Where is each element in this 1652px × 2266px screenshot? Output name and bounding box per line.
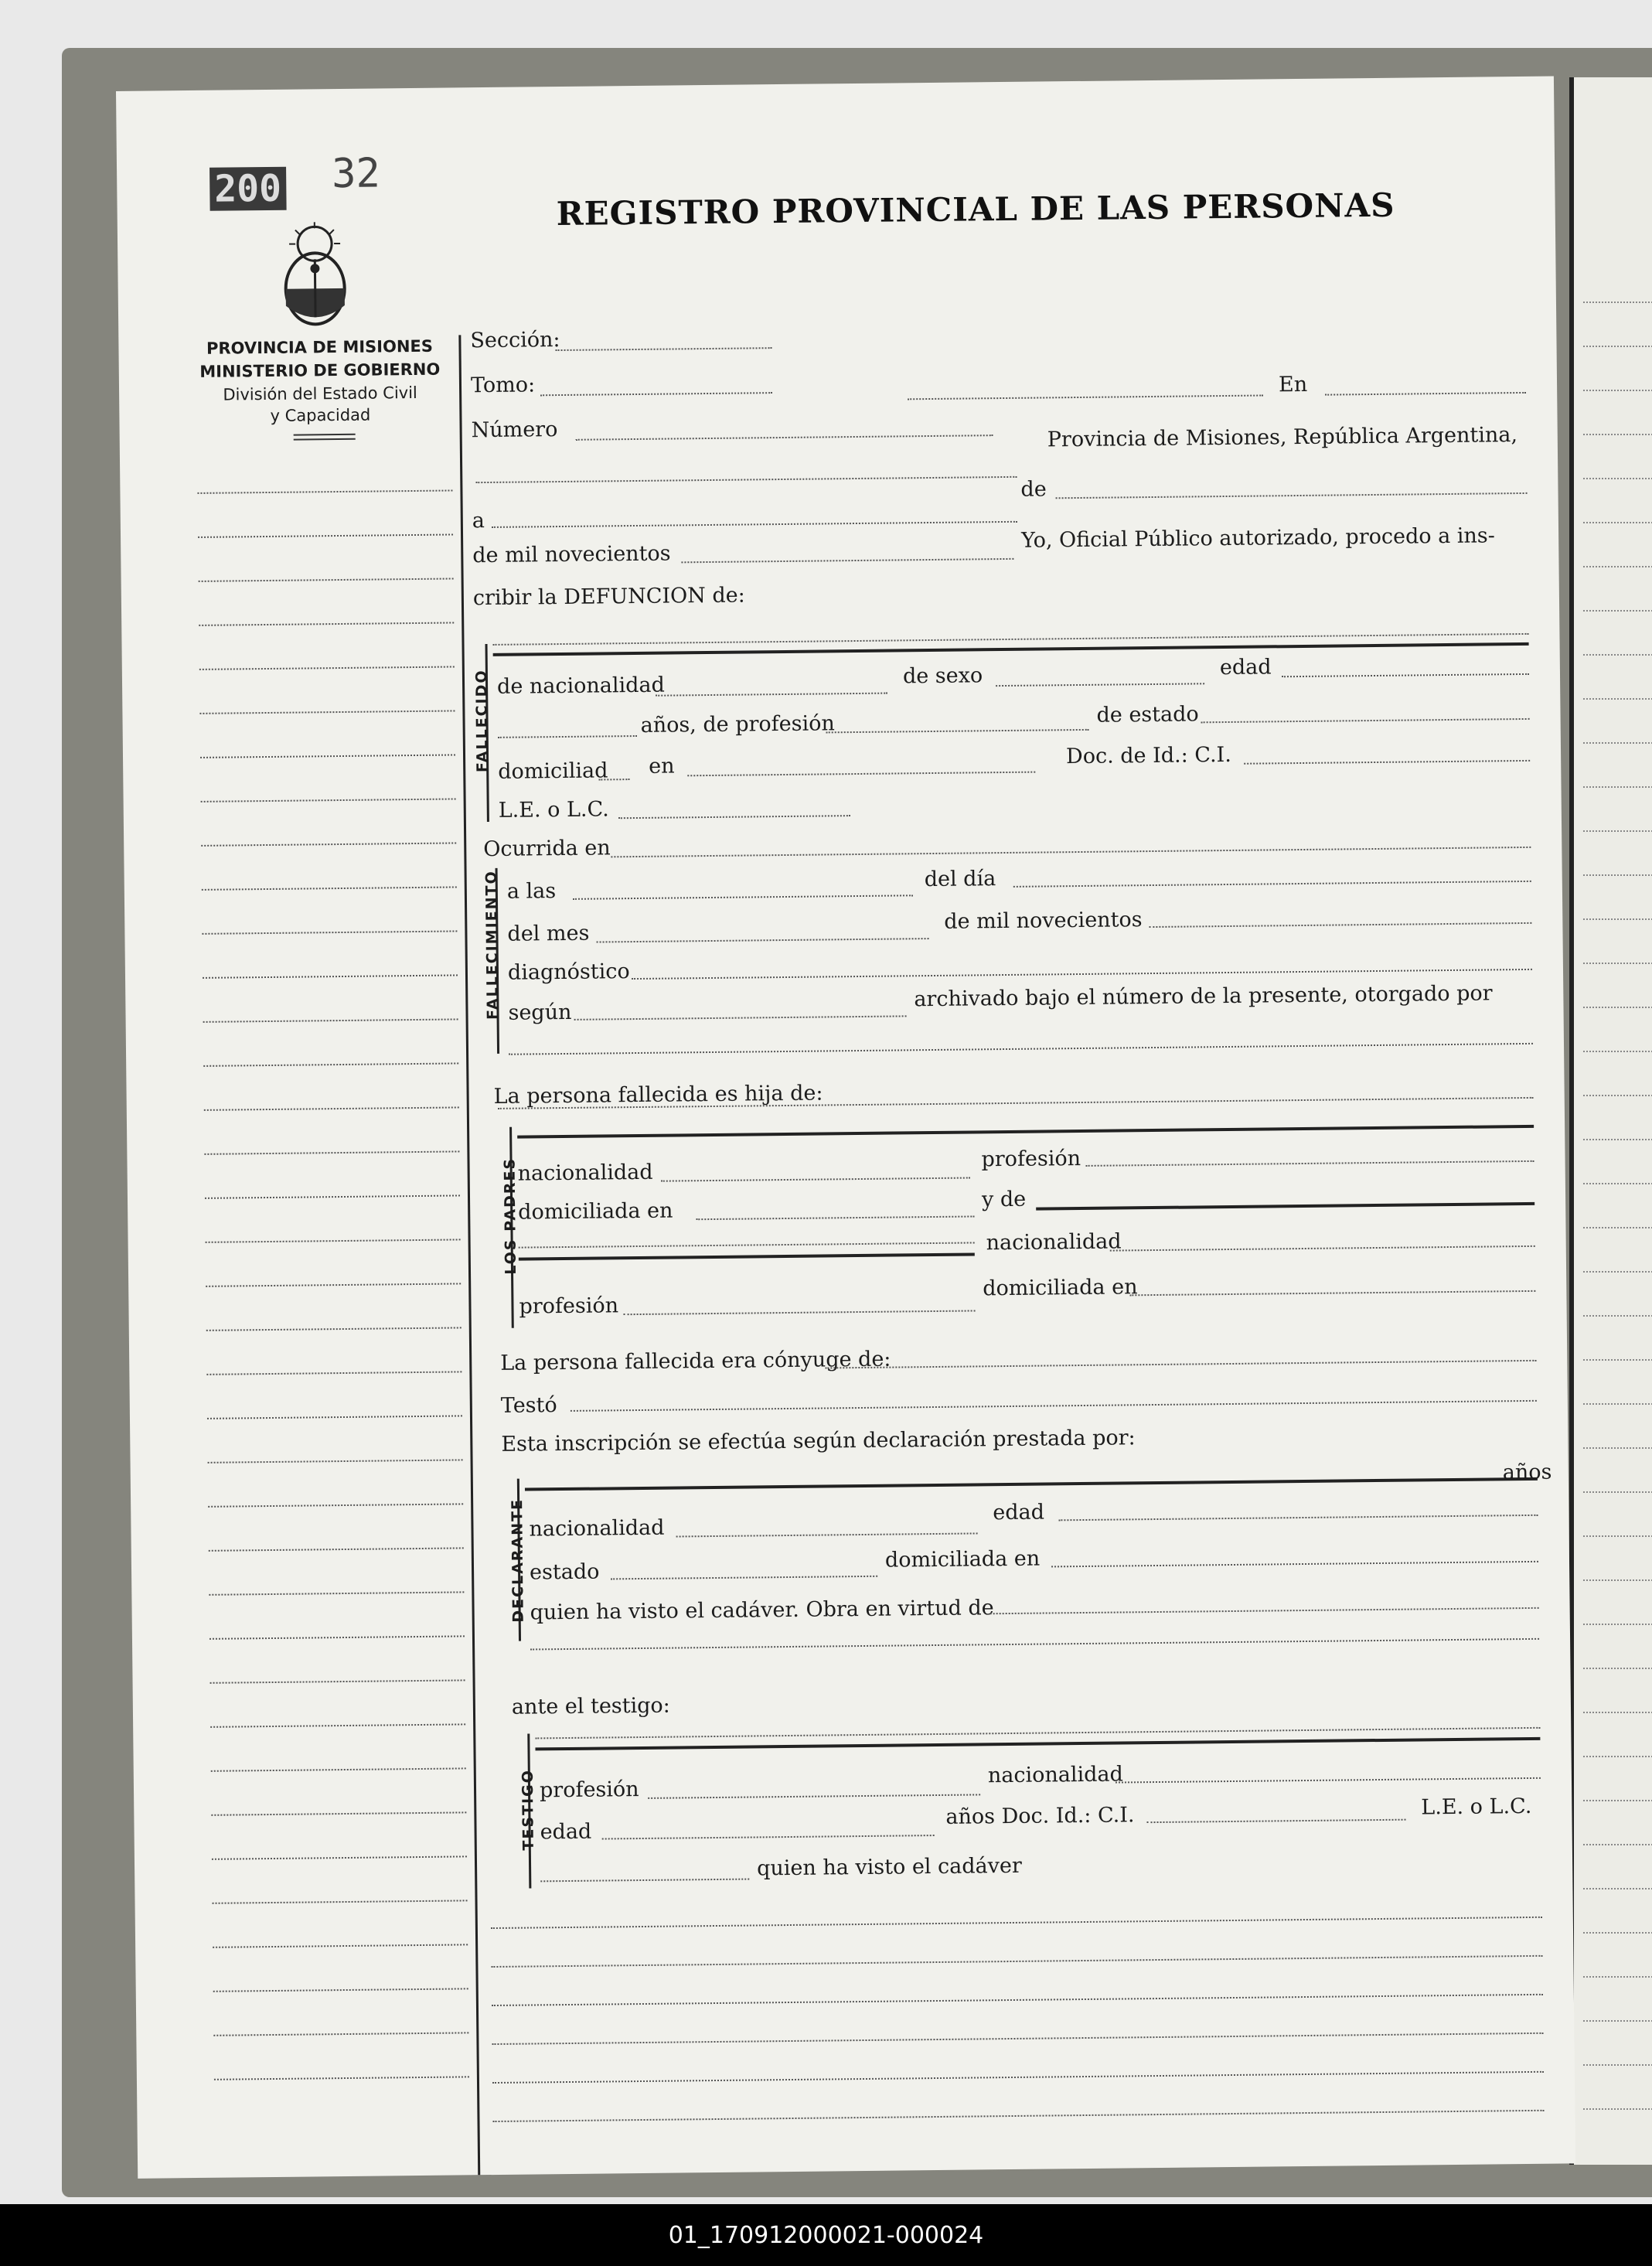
next-page-line <box>1583 654 1652 656</box>
declarante-side-label: DECLARANTE <box>509 1498 527 1623</box>
y-de-label: y de <box>981 1187 1027 1212</box>
margin-line <box>201 842 456 846</box>
margin-line <box>206 1327 462 1331</box>
page-title: REGISTRO PROVINCIAL DE LAS PERSONAS <box>556 186 1395 233</box>
margin-line <box>208 1459 463 1463</box>
padres-mid-rule <box>519 1252 975 1260</box>
margin-line <box>203 1062 458 1066</box>
del-mes-label: del mes <box>507 921 590 946</box>
notes-line[interactable] <box>491 1955 1542 1968</box>
testigo-nacionalidad-field[interactable] <box>1116 1777 1541 1784</box>
cribir-label: cribir la DEFUNCION de: <box>472 583 745 611</box>
next-page-line <box>1583 963 1652 964</box>
numero-label: Número <box>471 417 558 443</box>
next-page-line <box>1583 1315 1652 1317</box>
fallecido-nacionalidad-label: de nacionalidad <box>496 673 666 699</box>
next-page-line <box>1583 1932 1652 1934</box>
yo-label: Yo, Oficial Público autorizado, procedo a ins- <box>1020 523 1495 553</box>
fallecido-domiciliad-label: domiciliad <box>498 758 608 784</box>
next-page-line <box>1583 1668 1652 1669</box>
tomo-field[interactable] <box>540 392 772 396</box>
testigo-profesion-label: profesión <box>539 1777 639 1803</box>
segun-label: según <box>508 1000 572 1025</box>
next-page-line <box>1583 1403 1652 1405</box>
margin-line <box>205 1194 460 1198</box>
next-page-line <box>1583 1756 1652 1757</box>
fallecido-nacionalidad-field[interactable] <box>656 693 887 697</box>
next-page-line <box>1583 1227 1652 1228</box>
declarante-anos-label: años <box>1502 1460 1552 1485</box>
next-page-line <box>1583 1271 1652 1273</box>
madre-name-rule <box>1036 1202 1534 1211</box>
padre-profesion-field[interactable] <box>1086 1160 1534 1167</box>
declarante-domiciliada-field[interactable] <box>1051 1561 1538 1568</box>
next-page-line <box>1583 1007 1652 1008</box>
margin-line <box>206 1283 461 1286</box>
fallecido-en-label: en <box>649 754 675 779</box>
next-page-edge <box>1569 77 1652 2165</box>
testigo-ci-field[interactable] <box>1147 1819 1406 1824</box>
en-label: En <box>1278 372 1308 397</box>
location-field[interactable] <box>475 476 1017 483</box>
margin-line <box>211 1811 466 1815</box>
margin-line <box>209 1635 465 1639</box>
next-page-line <box>1583 1139 1652 1140</box>
margin-line <box>213 2032 468 2036</box>
testigo-anios-doc-label: años Doc. Id.: C.I. <box>945 1803 1135 1829</box>
margin-line <box>199 710 455 714</box>
next-page-line <box>1583 1359 1652 1361</box>
next-page-line <box>1583 346 1652 347</box>
padre-domiciliada-label: domiciliada en <box>518 1198 673 1225</box>
next-page-line <box>1583 478 1652 479</box>
next-page-line <box>1583 918 1652 920</box>
next-page-line <box>1583 2064 1652 2066</box>
a-label: a <box>472 509 485 533</box>
padre-name-rule <box>517 1125 1534 1139</box>
testigo-intro: ante el testigo: <box>511 1693 670 1719</box>
del-dia-label: del día <box>924 867 996 892</box>
inscripcion-label: Esta inscripción se efectúa según declaración prestada por: <box>501 1426 1136 1457</box>
margin-line <box>203 974 458 978</box>
next-page-line <box>1583 786 1652 788</box>
notes-line[interactable] <box>493 2110 1545 2122</box>
madre-profesion-field[interactable] <box>624 1310 976 1315</box>
fallecido-le-field[interactable] <box>618 815 850 819</box>
madre-profesion-label: profesión <box>519 1293 619 1319</box>
ministry-line-4: y Capacidad <box>270 405 371 425</box>
margin-line <box>197 489 452 493</box>
next-page-line <box>1583 1712 1652 1713</box>
madre-nacionalidad-field[interactable] <box>1110 1245 1535 1252</box>
margin-line <box>207 1415 462 1419</box>
year-field[interactable] <box>681 558 1013 564</box>
testigo-nacionalidad-label: nacionalidad <box>987 1762 1123 1788</box>
testigo-le-label: L.E. o L.C. <box>1421 1794 1532 1820</box>
numero-field[interactable] <box>576 434 993 441</box>
declarante-estado-label: estado <box>529 1559 600 1585</box>
notes-line[interactable] <box>492 2033 1543 2045</box>
en-field[interactable] <box>1325 392 1526 396</box>
fallecido-en-field[interactable] <box>687 772 1035 777</box>
declarante-obra-field[interactable] <box>990 1607 1539 1614</box>
padre-nacionalidad-label: nacionalidad <box>517 1160 653 1186</box>
ministry-line-3: División del Estado Civil <box>223 383 417 404</box>
tomo-label: Tomo: <box>470 373 536 398</box>
mil-label: de mil novecientos <box>472 541 671 568</box>
notes-line[interactable] <box>492 2071 1544 2084</box>
declarante-estado-field[interactable] <box>611 1576 877 1580</box>
fallecido-le-label: L.E. o L.C. <box>498 797 609 823</box>
fallecido-ci-field[interactable] <box>1244 760 1530 765</box>
diagnostico-field[interactable] <box>632 969 1532 980</box>
next-page-line <box>1583 1051 1652 1052</box>
margin-line <box>211 1767 466 1771</box>
testigo-name-field[interactable] <box>535 1727 1540 1740</box>
declarante-name-rule <box>525 1477 1538 1491</box>
margin-line <box>199 622 454 625</box>
margin-line <box>203 1018 458 1022</box>
ministry-line-2: MINISTERIO DE GOBIERNO <box>199 359 441 381</box>
fallecido-edad-field[interactable] <box>1282 673 1529 677</box>
fallecimiento-mil-label: de mil novecientos <box>944 908 1143 934</box>
margin-line <box>199 666 455 670</box>
testigo-profesion-field[interactable] <box>648 1794 980 1799</box>
declarante-domiciliada-label: domiciliada en <box>884 1546 1041 1573</box>
margin-line <box>201 798 456 802</box>
de-label: de <box>1020 477 1047 502</box>
fallecido-edad-label: edad <box>1219 655 1272 680</box>
date-field[interactable] <box>908 394 1263 400</box>
fallecido-top-rule <box>493 642 1529 656</box>
next-page-line <box>1583 1976 1652 1978</box>
padres-intro: La persona fallecida es hija de: <box>493 1081 823 1109</box>
next-page-line <box>1583 1800 1652 1801</box>
seccion-field[interactable] <box>556 347 772 351</box>
next-page-line <box>1583 522 1652 523</box>
margin-line <box>200 754 455 758</box>
next-page-line <box>1583 830 1652 832</box>
fallecido-doc-label: Doc. de Id.: C.I. <box>1065 742 1232 769</box>
coat-of-arms-icon <box>272 220 358 329</box>
declarante-extra-field[interactable] <box>530 1638 1539 1651</box>
archivado-label: archivado bajo el número de la presente, otorgado por <box>914 981 1493 1012</box>
madre-domiciliada-label: domiciliada en <box>983 1275 1138 1301</box>
del-dia-field[interactable] <box>1013 881 1531 888</box>
margin-line <box>198 533 453 537</box>
fallecimiento-year-field[interactable] <box>1149 922 1531 928</box>
margin-line <box>209 1547 464 1551</box>
fallecido-profesion-field[interactable] <box>826 729 1089 734</box>
padre-extra-field[interactable] <box>519 1242 975 1248</box>
next-page-line <box>1583 2020 1652 2022</box>
margin-line <box>204 1150 459 1154</box>
margin-line <box>210 1723 465 1727</box>
testigo-side-label: TESTIGO <box>519 1769 537 1851</box>
a-las-label: a las <box>506 879 557 904</box>
segun-field[interactable] <box>574 1015 907 1021</box>
testigo-edad-label: edad <box>540 1819 592 1845</box>
margin-line <box>213 1944 468 1947</box>
fallecido-anios-label: años, de profesión <box>640 711 835 738</box>
ministry-underline-2 <box>294 438 356 441</box>
fallecido-sexo-field[interactable] <box>996 683 1204 687</box>
next-page-line <box>1583 1888 1652 1889</box>
next-page-line <box>1583 434 1652 435</box>
padre-profesion-label: profesión <box>981 1147 1081 1172</box>
fallecido-side-label: FALLECIDO <box>472 669 492 773</box>
notes-line[interactable] <box>492 1994 1543 2006</box>
fallecido-anios-field[interactable] <box>498 735 637 738</box>
fallecido-sexo-label: de sexo <box>902 663 983 689</box>
testigo-extra-field[interactable] <box>540 1879 749 1883</box>
next-page-line <box>1583 1491 1652 1493</box>
next-page-line <box>1583 1535 1652 1537</box>
ocurrida-label: Ocurrida en <box>483 836 611 862</box>
next-page-line <box>1583 610 1652 612</box>
del-mes-field[interactable] <box>597 938 929 943</box>
diagnostico-label: diagnóstico <box>507 959 630 985</box>
folio-number: 32 <box>331 150 381 198</box>
next-page-line <box>1583 2108 1652 2110</box>
stamp-number: 200 <box>209 167 286 211</box>
padre-domiciliada-field[interactable] <box>696 1215 974 1220</box>
death-certificate-page <box>116 77 1575 2179</box>
margin-line <box>213 1988 468 1992</box>
next-page-line <box>1583 1447 1652 1449</box>
fallecido-estado-field[interactable] <box>1201 718 1530 723</box>
notes-line[interactable] <box>491 1917 1542 1929</box>
next-page-line <box>1583 390 1652 391</box>
testo-label: Testó <box>500 1393 557 1418</box>
fallecido-domiciliad-suffix[interactable] <box>598 779 629 780</box>
conyuge-field[interactable] <box>825 1360 1536 1369</box>
margin-line <box>213 1900 468 1903</box>
testo-field[interactable] <box>571 1400 1537 1412</box>
next-page-line <box>1583 874 1652 876</box>
archivado-field[interactable] <box>509 1043 1533 1055</box>
next-page-line <box>1583 302 1652 303</box>
seccion-label: Sección: <box>470 328 560 353</box>
next-page-line <box>1583 1579 1652 1581</box>
margin-line <box>204 1106 459 1110</box>
ocurrida-field[interactable] <box>611 847 1531 857</box>
declarante-quien-label: quien ha visto el cadáver. Obra en virtud de <box>530 1596 994 1625</box>
next-page-line <box>1583 698 1652 700</box>
margin-line <box>202 886 457 890</box>
margin-line <box>208 1503 463 1507</box>
next-page-line <box>1583 566 1652 567</box>
fallecimiento-side-label: FALLECIMIENTO <box>482 870 502 1021</box>
padres-side-label: LOS PADRES <box>501 1157 520 1275</box>
fallecido-estado-label: de estado <box>1096 702 1199 728</box>
conyuge-label: La persona fallecida era cónyuge de: <box>500 1347 891 1375</box>
declarante-nacionalidad-field[interactable] <box>676 1532 978 1537</box>
ministry-underline <box>294 434 356 436</box>
main-vertical-rule <box>458 335 480 2175</box>
testigo-name-rule <box>535 1737 1540 1751</box>
next-page-line <box>1583 1183 1652 1184</box>
margin-line <box>209 1591 464 1595</box>
testigo-quien-label: quien ha visto el cadáver <box>756 1853 1022 1881</box>
margin-line <box>214 2076 469 2080</box>
madre-domiciliada-field[interactable] <box>1129 1290 1535 1296</box>
declarante-nacionalidad-label: nacionalidad <box>529 1515 665 1542</box>
madre-nacionalidad-label: nacionalidad <box>986 1229 1122 1256</box>
a-las-field[interactable] <box>573 894 913 900</box>
margin-line <box>206 1239 461 1242</box>
padre-nacionalidad-field[interactable] <box>661 1177 970 1182</box>
margin-line <box>206 1371 462 1375</box>
next-page-line <box>1583 1844 1652 1845</box>
de-field[interactable] <box>1056 492 1528 499</box>
margin-line <box>210 1679 465 1683</box>
next-page-line <box>1583 742 1652 744</box>
declarante-edad-field[interactable] <box>1058 1515 1538 1521</box>
next-page-line <box>1583 1095 1652 1096</box>
testigo-edad-field[interactable] <box>602 1835 935 1840</box>
margin-line <box>199 578 454 581</box>
margin-line <box>212 1855 467 1859</box>
next-page-line <box>1583 1624 1652 1625</box>
a-field[interactable] <box>492 521 1017 528</box>
margin-line <box>202 930 457 934</box>
footer-id: 01_170912000021-000024 <box>0 2204 1652 2266</box>
provincia-label: Provincia de Misiones, República Argentina, <box>1047 423 1518 452</box>
declarante-edad-label: edad <box>993 1500 1045 1525</box>
ministry-line-1: PROVINCIA DE MISIONES <box>206 336 434 358</box>
